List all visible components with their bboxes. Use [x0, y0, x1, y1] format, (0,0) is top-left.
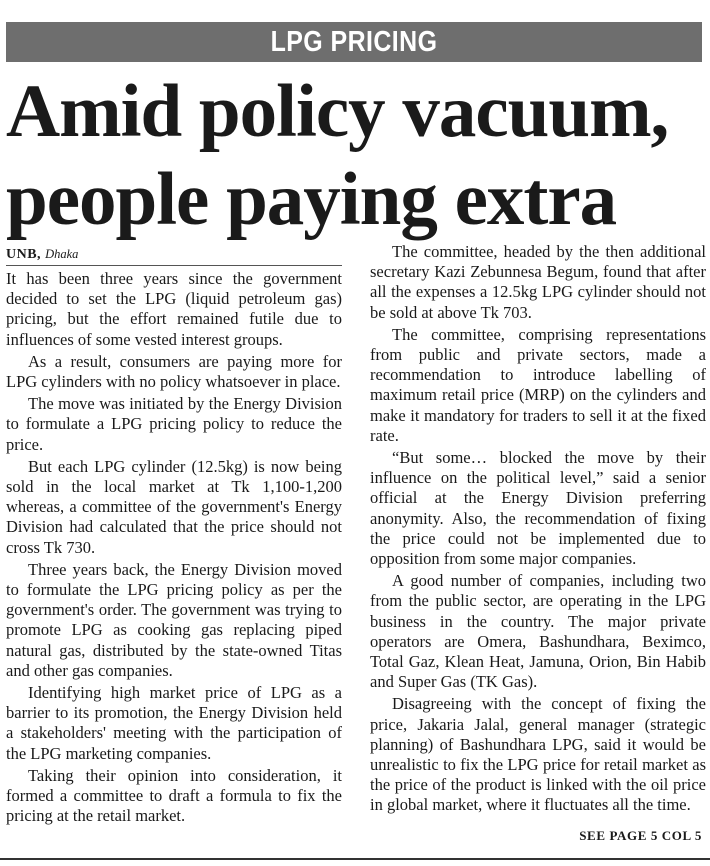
kicker-label: LPG PRICING	[270, 25, 438, 58]
byline-dateline: Dhaka	[45, 247, 79, 261]
paragraph: It has been three years since the government decided to set the LPG (liquid petroleum gas) pricing, but the effort remained futile due to influences of some vested interest groups.	[6, 269, 342, 349]
paragraph: A good number of companies, including two from the public sector, are operating in the LPG business in the country. The major private operators are Omera, Bashundhara, Beximco, Total Gaz, Klean Heat, Jamuna, Orion, Bin Habib and Super Gas (TK Gas).	[370, 571, 706, 692]
article-column-left	[6, 245, 342, 828]
paragraph: Taking their opinion into consideration, it formed a committee to draft a formula to fix the pricing at the retail market.	[6, 765, 342, 826]
byline-agency: UNB,	[6, 247, 42, 262]
paragraph: Identifying high market price of LPG as a barrier to its promotion, the Energy Division held a stakeholders' meeting with the participation of the LPG marketing companies.	[6, 683, 342, 763]
kicker-banner	[6, 22, 702, 62]
byline	[6, 245, 342, 266]
paragraph: Disagreeing with the concept of fixing the price, Jakaria Jalal, general manager (strategic planning) of Bashundhara LPG, said it would be unrealistic to fix the LPG price for retail market as the price of the product is linked with the oil price in global market, where it fluctuates all the time.	[370, 694, 706, 815]
paragraph: Three years back, the Energy Division moved to formulate the LPG pricing policy as per the government's order. The government was trying to promote LPG as cooking gas replacing piped natural gas, distributed by the state-owned Titas and other gas companies.	[6, 559, 342, 680]
bottom-divider	[0, 858, 710, 860]
paragraph: The committee, headed by the then additional secretary Kazi Zebunnesa Begum, found that after all the expenses a 12.5kg LPG cylinder should not be sold at above Tk 703.	[370, 242, 706, 322]
article-column-right	[370, 242, 706, 818]
headline: Amid policy vacuum, people paying extra	[6, 70, 669, 241]
paragraph: As a result, consumers are paying more for LPG cylinders with no policy whatsoever in place.	[6, 351, 342, 392]
continued-jump-line: SEE PAGE 5 COL 5	[579, 828, 702, 843]
paragraph: “But some… blocked the move by their influence on the political level,” said a senior official at the Energy Division preferring anonymity. Also, the recommendation of fixing the price could not be implemented due to opposition from some major companies.	[370, 448, 706, 569]
paragraph: But each LPG cylinder (12.5kg) is now being sold in the local market at Tk 1,100-1,200 whereas, a committee of the government's Energy Division had calculated that the price should not cross Tk 730.	[6, 456, 342, 557]
paragraph: The committee, comprising representations from public and private sectors, made a recommendation to introduce labelling of maximum retail price (MRP) on the cylinders and make it mandatory for traders to sell it at the fixed rate.	[370, 324, 706, 445]
paragraph: The move was initiated by the Energy Division to formulate a LPG pricing policy to reduce the price.	[6, 394, 342, 454]
